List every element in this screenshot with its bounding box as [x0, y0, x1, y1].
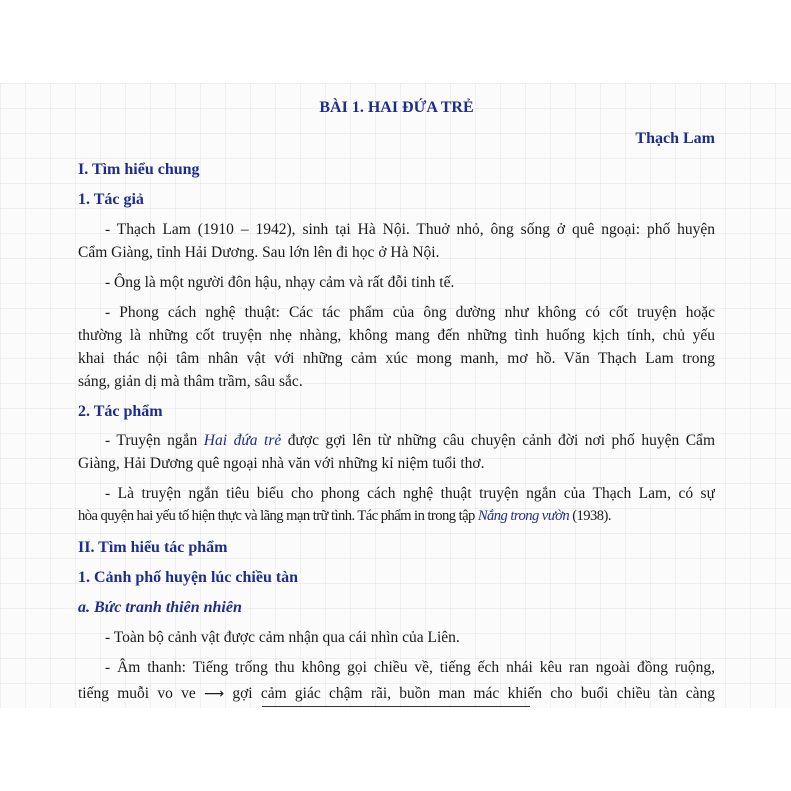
paragraph-line: sáng, giản dị mà thâm trầm, sâu sắc.: [78, 373, 303, 390]
paragraph-line: Cẩm Giàng, tỉnh Hải Dương. Sau lớn lên đi học ở Hà Nội.: [78, 244, 440, 261]
paragraph-work-style: [78, 482, 715, 528]
paragraph-line: khai thác nội tâm nhân vật với những cảm xúc mong manh, mơ hồ. Văn Thạch Lam trong: [78, 350, 715, 367]
paragraph-personality: [78, 271, 715, 294]
work-title-italic: Hai đứa trẻ: [203, 432, 282, 449]
collection-title-italic: Nắng trong vườn: [477, 508, 570, 524]
text-run: - Truyện ngắn: [105, 432, 204, 449]
text-run: được gợi lên từ những câu chuyện cảnh đời nơi phố huyện Cẩm: [281, 432, 715, 449]
paragraph-line: - Âm thanh: Tiếng trống thu không gọi chiều về, tiếng ếch nhái kêu ran ngoài đồng ruộng,: [105, 659, 715, 676]
footer-rule: [262, 706, 530, 707]
paragraph-author-bio: [78, 218, 715, 264]
text-run: hòa quyện hai yếu tố hiện thực và lãng mạn trữ tình. Tác phẩm in trong tập: [78, 508, 478, 524]
paragraph-line: - Phong cách nghệ thuật: Các tác phẩm của ông dường như không có cốt truyện hoặc: [105, 304, 715, 321]
paragraph-line: - Là truyện ngắn tiêu biểu cho phong cách nghệ thuật truyện ngắn của Thạch Lam, có sự: [105, 485, 715, 502]
paragraph-style: [78, 301, 715, 393]
subsection-heading-author: 1. Tác giả: [78, 191, 144, 208]
paragraph-line: [78, 682, 715, 705]
text-run: gợi cảm giác chậm rãi, buồn man mác khiến cho buổi chiều tàn càng: [224, 685, 715, 702]
paragraph-line: [78, 429, 715, 452]
section-heading-1: I. Tìm hiểu chung: [78, 161, 200, 178]
paragraph-line: - Ông là một người đôn hậu, nhạy cảm và rất đỗi tinh tế.: [105, 274, 455, 291]
paragraph-sound: [78, 656, 715, 705]
arrow-icon: ⟶: [204, 686, 225, 702]
subsection-heading-work: 2. Tác phẩm: [78, 403, 163, 420]
paragraph-line: Giàng, Hải Dương quê ngoại nhà văn với những kỉ niệm tuổi thơ.: [78, 455, 485, 472]
document-page: [0, 83, 791, 708]
lesson-title: BÀI 1. HAI ĐỨA TRẺ: [319, 99, 474, 116]
subsection-heading-town: 1. Cảnh phố huyện lúc chiều tàn: [78, 569, 299, 586]
paragraph-work-origin: [78, 429, 715, 475]
author-name: Thạch Lam: [635, 130, 715, 147]
paragraph-line: [78, 505, 715, 528]
paragraph-line: thường là những cốt truyện nhẹ nhàng, không mang đến những tình huống kịch tính, chủ yếu: [78, 327, 715, 344]
text-run: tiếng muỗi vo ve: [78, 685, 205, 702]
subsection-heading-nature: a. Bức tranh thiên nhiên: [78, 599, 242, 616]
paragraph-line: - Thạch Lam (1910 – 1942), sinh tại Hà Nội. Thuở nhỏ, ông sống ở quê ngoại: phố huyện: [105, 221, 715, 238]
section-heading-2: II. Tìm hiểu tác phẩm: [78, 539, 228, 556]
paragraph-perspective: [78, 626, 715, 649]
text-run: (1938).: [569, 508, 611, 524]
paragraph-line: - Toàn bộ cảnh vật được cảm nhận qua cái nhìn của Liên.: [105, 629, 460, 646]
